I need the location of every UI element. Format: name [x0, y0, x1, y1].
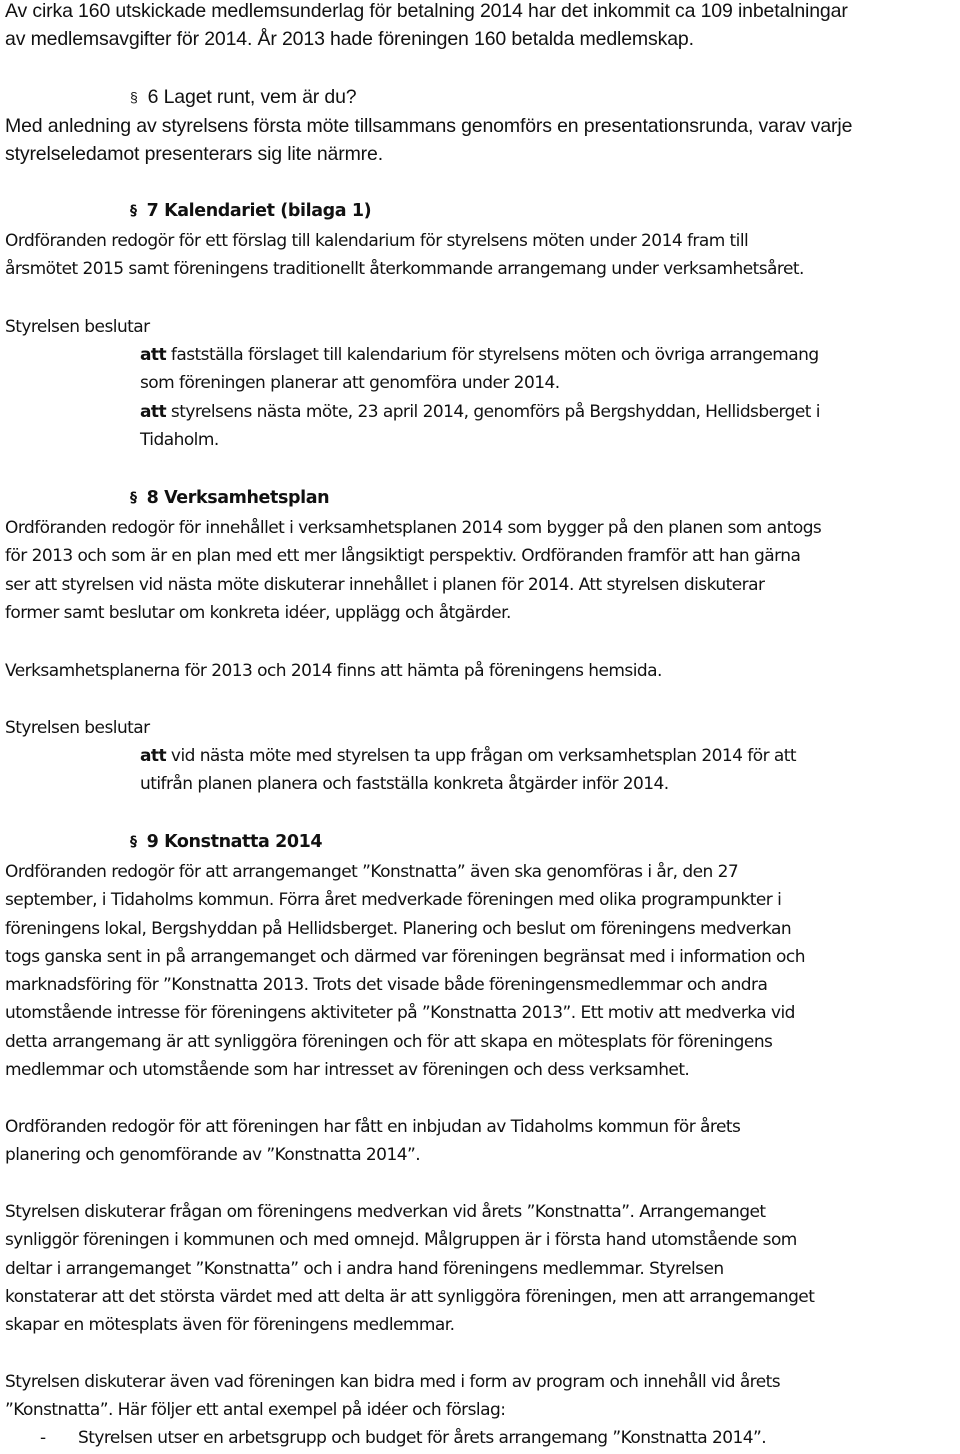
section-7-decision-1-line-2: som föreningen planerar att genomföra under 2014. — [140, 373, 560, 393]
section-9-p1-line: togs ganska sent in på arrangemanget och därmed var föreningen begränsat med i information och — [5, 947, 805, 967]
section-8-title: 8 Verksamhetsplan — [146, 488, 330, 508]
section-7-line-1: Ordföranden redogör för ett förslag till kalendarium för styrelsens möten under 2014 fram till — [5, 231, 749, 251]
section-7-decision-2-line-1 — [140, 402, 820, 422]
section-7-decision-label: Styrelsen beslutar — [5, 317, 150, 337]
section-6-line-1: Med anledning av styrelsens första möte tillsammans genomförs en presentationsrunda, varav varje — [5, 115, 853, 137]
intro-line-2: av medlemsavgifter för 2014. År 2013 hade föreningen 160 betalda medlemskap. — [5, 28, 694, 50]
section-9-heading — [130, 832, 322, 852]
section-9-p3-line: konstaterar att det största värdet med att delta är att synliggöra föreningen, men att arrangemanget — [5, 1287, 815, 1307]
section-9-list-item — [40, 1428, 766, 1448]
section-9-p4-line: ”Konstnatta”. Här följer ett antal exempel på idéer och förslag: — [5, 1400, 506, 1420]
section-9-p2-line: Ordföranden redogör för att föreningen har fått en inbjudan av Tidaholms kommun för årets — [5, 1117, 741, 1137]
section-bullet-icon: § — [130, 834, 137, 850]
section-7-title: 7 Kalendariet (bilaga 1) — [146, 201, 372, 221]
section-9-p1-line: marknadsföring för ”Konstnatta 2013. Trots det visade både föreningensmedlemmar och andra — [5, 975, 768, 995]
section-9-p3-line: skapar en mötesplats även för föreningens medlemmar. — [5, 1315, 455, 1335]
section-bullet-icon: § — [130, 89, 138, 105]
section-9-p1-line: föreningens lokal, Bergshyddan på Hellidsberget. Planering och beslut om föreningens medverkan — [5, 919, 792, 939]
section-bullet-icon: § — [130, 490, 137, 506]
section-9-p1-line: utomstående intresse för föreningens aktiviteter på ”Konstnatta 2013”. Ett motiv att medverka vid — [5, 1003, 795, 1023]
list-dash: - — [40, 1428, 46, 1448]
section-bullet-icon: § — [130, 203, 137, 219]
decision-text: fastställa förslaget till kalendarium för styrelsens möten och övriga arrangemang — [166, 345, 819, 365]
section-6-line-2: styrelseledamot presenterars sig lite närmre. — [5, 143, 383, 165]
section-7-heading — [130, 201, 371, 221]
section-9-p1-line: detta arrangemang är att synliggöra föreningen och för att skapa en mötesplats för föreningens — [5, 1032, 773, 1052]
section-9-p1-line: Ordföranden redogör för att arrangemanget ”Konstnatta” även ska genomföras i år, den 27 — [5, 862, 739, 882]
section-8-decision-1-line-2: utifrån planen planera och fastställa konkreta åtgärder inför 2014. — [140, 774, 669, 794]
section-8-heading — [130, 488, 329, 508]
section-7-decision-2-line-2: Tidaholm. — [140, 430, 219, 450]
att-keyword: att — [140, 402, 167, 422]
section-8-decision-label: Styrelsen beslutar — [5, 718, 150, 738]
section-8-line-1: Ordföranden redogör för innehållet i verksamhetsplanen 2014 som bygger på den planen som antogs — [5, 518, 822, 538]
list-item-text: Styrelsen utser en arbetsgrupp och budget för årets arrangemang ”Konstnatta 2014”. — [78, 1428, 767, 1448]
att-keyword: att — [140, 345, 167, 365]
section-9-p4-line: Styrelsen diskuterar även vad föreningen kan bidra med i form av program och innehåll vid årets — [5, 1372, 781, 1392]
section-9-p2-line: planering och genomförande av ”Konstnatta 2014”. — [5, 1145, 421, 1165]
decision-text: vid nästa möte med styrelsen ta upp frågan om verksamhetsplan 2014 för att — [166, 746, 796, 766]
section-9-p3-line: Styrelsen diskuterar frågan om föreningens medverkan vid årets ”Konstnatta”. Arrangemanget — [5, 1202, 766, 1222]
section-8-decision-1-line-1 — [140, 746, 796, 766]
section-9-p3-line: deltar i arrangemanget ”Konstnatta” och i andra hand föreningens medlemmar. Styrelsen — [5, 1259, 724, 1279]
section-9-p1-line: september, i Tidaholms kommun. Förra året medverkade föreningen med olika programpunkter i — [5, 890, 782, 910]
section-6-title: 6 Laget runt, vem är du? — [147, 86, 357, 108]
section-8-line-2: för 2013 och som är en plan med ett mer långsiktigt perspektiv. Ordföranden framför att han gärna — [5, 546, 801, 566]
intro-line-1: Av cirka 160 utskickade medlemsunderlag för betalning 2014 har det inkommit ca 109 inbetalningar — [5, 0, 848, 22]
section-8-line-4: former samt beslutar om konkreta idéer, upplägg och åtgärder. — [5, 603, 511, 623]
section-7-decision-1-line-1 — [140, 345, 819, 365]
section-9-title: 9 Konstnatta 2014 — [146, 832, 323, 852]
section-9-p3-line: synliggör föreningen i kommunen och med omnejd. Målgruppen är i första hand utomstående som — [5, 1230, 797, 1250]
decision-text: styrelsens nästa möte, 23 april 2014, genomförs på Bergshyddan, Hellidsberget i — [166, 402, 820, 422]
att-keyword: att — [140, 746, 167, 766]
section-8-line-3: ser att styrelsen vid nästa möte diskuterar innehållet i planen för 2014. Att styrelsen diskuterar — [5, 575, 765, 595]
section-8-line-5: Verksamhetsplanerna för 2013 och 2014 finns att hämta på föreningens hemsida. — [5, 661, 662, 681]
section-9-p1-line: medlemmar och utomstående som har intresset av föreningen och dess verksamhet. — [5, 1060, 690, 1080]
section-7-line-2: årsmötet 2015 samt föreningens traditionellt återkommande arrangemang under verksamhetsåret. — [5, 259, 804, 279]
section-6-heading — [130, 86, 357, 109]
